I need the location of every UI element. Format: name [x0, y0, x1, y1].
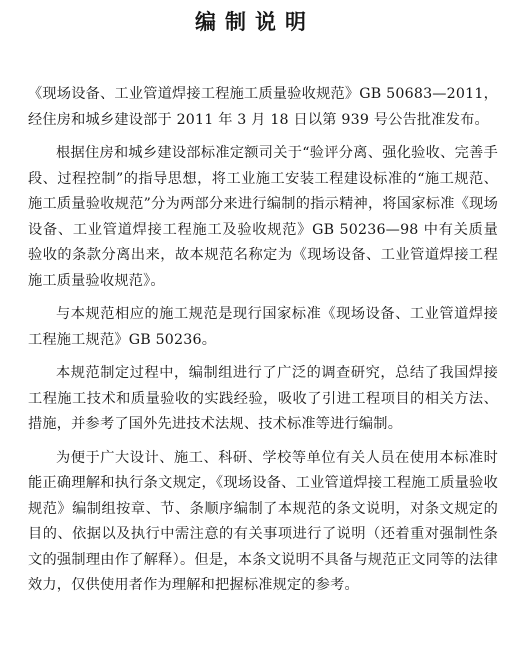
- paragraph-explanation: 为便于广大设计、施工、科研、学校等单位有关人员在使用本标准时能正确理解和执行条文规定，《现场设备、工业管道焊接工程施工质量验收规范》编制组按章、节、条顺序编制了本规范的条文说明，对条文规定的目的、依据以及执行中需注意的有关事项进行了说明（还着重对强制性条文的强制理由作了解释）。但是，本条文说明不具备与规范正文同等的法律效力，仅供使用者作为理解和把握标准规定的参考。: [28, 449, 498, 593]
- document-body: [28, 82, 498, 607]
- paragraph-related-code: 与本规范相应的施工规范是现行国家标准《现场设备、工业管道焊接工程施工规范》GB 50236。: [28, 306, 498, 348]
- paragraph-approval: 《现场设备、工业管道焊接工程施工质量验收规范》GB 50683—2011，经住房和城乡建设部于 2011 年 3 月 18 日以第 939 号公告批准发布。: [28, 86, 498, 128]
- page-title: 编制说明: [195, 10, 315, 34]
- paragraph-guideline: 根据住房和城乡建设部标准定额司关于“验评分离、强化验收、完善手段、过程控制”的指导思想，将工业施工安装工程建设标准的“施工规范、施工质量验收规范”分为两部分来进行编制的指示精神，将国家标准《现场设备、工业管道焊接工程施工及验收规范》GB 50236—98 中有关质量验收的条款分离出来，故本规范名称定为《现场设备、工业管道焊接工程施工质量验收规范》。: [28, 145, 498, 289]
- paragraph-process: 本规范制定过程中，编制组进行了广泛的调查研究，总结了我国焊接工程施工技术和质量验收的实践经验，吸收了引进工程项目的相关方法、措施，并参考了国外先进技术法规、技术标准等进行编制。: [28, 365, 498, 432]
